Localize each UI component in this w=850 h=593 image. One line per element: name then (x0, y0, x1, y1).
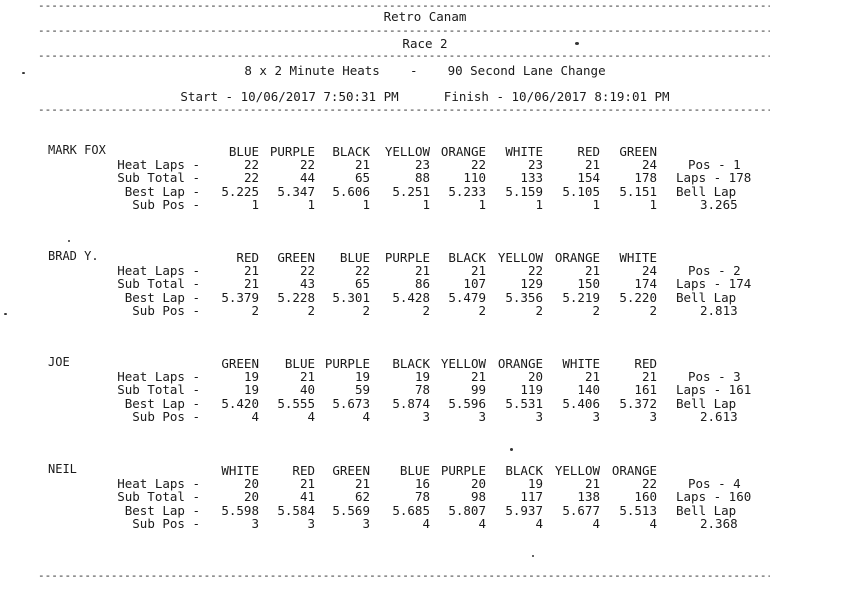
best-lap-value: 5.233 (448, 183, 486, 199)
row-label-sub-pos: Sub Pos - (132, 515, 200, 531)
best-lap-value: 5.584 (277, 502, 315, 518)
sub-total-value: 119 (520, 382, 543, 398)
lane-header: RED (634, 356, 657, 371)
lane-header: PURPLE (384, 250, 430, 265)
row-label-best-lap: Best Lap - (124, 502, 200, 518)
best-lap-value: 5.685 (392, 502, 430, 518)
lane-header: GREEN (332, 463, 370, 478)
sub-total-value: 138 (577, 489, 600, 505)
best-lap-value: 5.673 (332, 395, 370, 411)
racer-name: BRAD Y. (48, 249, 99, 263)
scan-speck (575, 42, 579, 45)
heat-laps-value: 21 (470, 263, 486, 279)
best-lap-value: 5.228 (277, 289, 315, 305)
best-lap-value: 5.379 (221, 289, 259, 305)
heat-laps-value: 21 (299, 369, 315, 385)
heat-laps-value: 21 (414, 263, 430, 279)
sub-total-value: 161 (634, 382, 657, 398)
heat-laps-value: 22 (641, 476, 657, 492)
lane-header: ORANGE (497, 356, 543, 371)
sub-total-value: 178 (634, 170, 657, 186)
sub-pos-value: 1 (251, 196, 259, 212)
sub-total-value: 78 (414, 489, 430, 505)
row-label-sub-total: Sub Total - (117, 170, 200, 186)
sub-pos-value: 2 (535, 302, 543, 318)
sub-total-value: 40 (299, 382, 315, 398)
heat-laps-value: 21 (641, 369, 657, 385)
sub-pos-value: 3 (478, 408, 486, 424)
heat-laps-value: 19 (243, 369, 259, 385)
sub-total-value: 107 (463, 276, 486, 292)
sub-pos-value: 3 (362, 515, 370, 531)
sub-total-value: 20 (243, 489, 259, 505)
sub-pos-value: 1 (422, 196, 430, 212)
row-label-sub-pos: Sub Pos - (132, 196, 200, 212)
lane-header: BLACK (505, 463, 543, 478)
sub-pos-value: 4 (535, 515, 543, 531)
report-title: Retro Canam (383, 9, 467, 24)
sub-total-value: 59 (354, 382, 370, 398)
bell-lap-label: Bell Lap (676, 395, 737, 411)
sub-total-value: 110 (463, 170, 486, 186)
best-lap-value: 5.606 (332, 183, 370, 199)
sub-total-value: 133 (520, 170, 543, 186)
bell-lap-value: 2.613 (700, 408, 738, 424)
best-lap-value: 5.555 (277, 395, 315, 411)
sub-total-value: 22 (243, 170, 259, 186)
heat-laps-value: 21 (584, 476, 600, 492)
sub-total-value: 98 (470, 489, 486, 505)
bell-lap-label: Bell Lap (676, 183, 737, 199)
heat-laps-value: 23 (414, 157, 430, 173)
sub-pos-value: 2 (307, 302, 315, 318)
sub-pos-value: 4 (307, 408, 315, 424)
position-summary: Pos - 1 (688, 157, 741, 173)
best-lap-value: 5.356 (505, 289, 543, 305)
heat-laps-value: 22 (243, 157, 259, 173)
lane-header: ORANGE (554, 250, 600, 265)
best-lap-value: 5.677 (562, 502, 600, 518)
heat-laps-value: 24 (641, 263, 657, 279)
best-lap-value: 5.479 (448, 289, 486, 305)
best-lap-value: 5.347 (277, 183, 315, 199)
divider (38, 50, 770, 62)
laps-summary: Laps - 178 (676, 170, 752, 186)
sub-pos-value: 4 (592, 515, 600, 531)
lane-header: YELLOW (440, 356, 486, 371)
row-label-sub-pos: Sub Pos - (132, 302, 200, 318)
heat-format: 8 x 2 Minute Heats - 90 Second Lane Change (244, 63, 606, 78)
heat-laps-value: 21 (354, 157, 370, 173)
sub-pos-value: 3 (251, 515, 259, 531)
heat-laps-value: 22 (470, 157, 486, 173)
lane-header: WHITE (619, 250, 657, 265)
sub-pos-value: 2 (592, 302, 600, 318)
row-label-sub-total: Sub Total - (117, 276, 200, 292)
sub-total-value: 86 (414, 276, 430, 292)
sub-pos-value: 3 (535, 408, 543, 424)
best-lap-value: 5.219 (562, 289, 600, 305)
lane-header: BLACK (332, 144, 370, 159)
position-summary: Pos - 2 (688, 263, 741, 279)
sub-total-value: 140 (577, 382, 600, 398)
heat-laps-value: 21 (470, 369, 486, 385)
heat-laps-value: 20 (243, 476, 259, 492)
best-lap-value: 5.598 (221, 502, 259, 518)
sub-total-value: 129 (520, 276, 543, 292)
sub-pos-value: 3 (422, 408, 430, 424)
position-summary: Pos - 3 (688, 369, 741, 385)
heat-laps-value: 21 (584, 369, 600, 385)
row-label-heat-laps: Heat Laps - (117, 369, 200, 385)
sub-pos-value: 4 (251, 408, 259, 424)
lane-header: YELLOW (384, 144, 430, 159)
lane-header: BLACK (392, 356, 430, 371)
sub-total-value: 78 (414, 382, 430, 398)
best-lap-value: 5.807 (448, 502, 486, 518)
heat-laps-value: 21 (584, 157, 600, 173)
heat-laps-value: 22 (527, 263, 543, 279)
sub-total-value: 174 (634, 276, 657, 292)
sub-total-value: 19 (243, 382, 259, 398)
best-lap-value: 5.225 (221, 183, 259, 199)
sub-pos-value: 1 (478, 196, 486, 212)
lane-header: RED (292, 463, 315, 478)
divider (38, 104, 770, 116)
lane-header: GREEN (619, 144, 657, 159)
scan-speck (22, 72, 25, 74)
heat-laps-value: 20 (527, 369, 543, 385)
sub-pos-value: 1 (592, 196, 600, 212)
race-times: Start - 10/06/2017 7:50:31 PM Finish - 10/06/2017 8:19:01 PM (180, 89, 670, 104)
lane-header: BLUE (399, 463, 430, 478)
lane-header: RED (577, 144, 600, 159)
lane-header: PURPLE (324, 356, 370, 371)
lane-header: GREEN (277, 250, 315, 265)
best-lap-value: 5.105 (562, 183, 600, 199)
row-label-heat-laps: Heat Laps - (117, 263, 200, 279)
scan-speck (510, 448, 513, 451)
sub-pos-value: 4 (422, 515, 430, 531)
sub-pos-value: 2 (362, 302, 370, 318)
sub-pos-value: 4 (649, 515, 657, 531)
heat-laps-value: 19 (414, 369, 430, 385)
lane-header: WHITE (562, 356, 600, 371)
lane-header: BLUE (339, 250, 370, 265)
sub-pos-value: 1 (649, 196, 657, 212)
best-lap-value: 5.596 (448, 395, 486, 411)
sub-total-value: 160 (634, 489, 657, 505)
sub-total-value: 44 (299, 170, 315, 186)
row-label-sub-total: Sub Total - (117, 382, 200, 398)
sub-total-value: 88 (414, 170, 430, 186)
sub-pos-value: 2 (478, 302, 486, 318)
heat-laps-value: 20 (470, 476, 486, 492)
lane-header: WHITE (221, 463, 259, 478)
row-label-best-lap: Best Lap - (124, 183, 200, 199)
racer-name: MARK FOX (48, 143, 106, 157)
best-lap-value: 5.301 (332, 289, 370, 305)
sub-total-value: 62 (354, 489, 370, 505)
scan-speck (4, 313, 7, 315)
best-lap-value: 5.513 (619, 502, 657, 518)
sub-total-value: 21 (243, 276, 259, 292)
sub-total-value: 99 (470, 382, 486, 398)
heat-laps-value: 22 (299, 157, 315, 173)
sub-total-value: 43 (299, 276, 315, 292)
racer-name: NEIL (48, 462, 77, 476)
laps-summary: Laps - 160 (676, 489, 752, 505)
row-label-heat-laps: Heat Laps - (117, 476, 200, 492)
divider-bottom (38, 570, 770, 582)
best-lap-value: 5.220 (619, 289, 657, 305)
laps-summary: Laps - 161 (676, 382, 752, 398)
heat-laps-value: 23 (527, 157, 543, 173)
lane-header: ORANGE (611, 463, 657, 478)
sub-total-value: 154 (577, 170, 600, 186)
sub-pos-value: 2 (251, 302, 259, 318)
lane-header: ORANGE (440, 144, 486, 159)
heat-laps-value: 19 (527, 476, 543, 492)
race-label: Race 2 (402, 36, 448, 51)
heat-laps-value: 22 (299, 263, 315, 279)
heat-laps-value: 21 (243, 263, 259, 279)
sub-total-value: 65 (354, 276, 370, 292)
position-summary: Pos - 4 (688, 476, 741, 492)
lane-header: WHITE (505, 144, 543, 159)
scan-speck (68, 240, 70, 242)
row-label-heat-laps: Heat Laps - (117, 157, 200, 173)
row-label-best-lap: Best Lap - (124, 395, 200, 411)
best-lap-value: 5.406 (562, 395, 600, 411)
lane-header: BLUE (284, 356, 315, 371)
bell-lap-label: Bell Lap (676, 289, 737, 305)
sub-total-value: 117 (520, 489, 543, 505)
heat-laps-value: 21 (354, 476, 370, 492)
sub-total-value: 41 (299, 489, 315, 505)
sub-pos-value: 3 (649, 408, 657, 424)
sub-total-value: 150 (577, 276, 600, 292)
sub-pos-value: 2 (649, 302, 657, 318)
lane-header: YELLOW (554, 463, 600, 478)
best-lap-value: 5.937 (505, 502, 543, 518)
racer-name: JOE (48, 355, 70, 369)
sub-pos-value: 3 (592, 408, 600, 424)
heat-laps-value: 21 (299, 476, 315, 492)
row-label-sub-total: Sub Total - (117, 489, 200, 505)
sub-pos-value: 1 (362, 196, 370, 212)
lane-header: PURPLE (269, 144, 315, 159)
row-label-sub-pos: Sub Pos - (132, 408, 200, 424)
best-lap-value: 5.372 (619, 395, 657, 411)
lane-header: RED (236, 250, 259, 265)
lane-header: GREEN (221, 356, 259, 371)
scan-speck (532, 555, 534, 557)
best-lap-value: 5.874 (392, 395, 430, 411)
best-lap-value: 5.569 (332, 502, 370, 518)
lane-header: PURPLE (440, 463, 486, 478)
sub-pos-value: 1 (535, 196, 543, 212)
heat-laps-value: 24 (641, 157, 657, 173)
lane-header: BLACK (448, 250, 486, 265)
sub-total-value: 65 (354, 170, 370, 186)
sub-pos-value: 3 (307, 515, 315, 531)
bell-lap-label: Bell Lap (676, 502, 737, 518)
lane-header: BLUE (228, 144, 259, 159)
bell-lap-value: 2.813 (700, 302, 738, 318)
row-label-best-lap: Best Lap - (124, 289, 200, 305)
sub-pos-value: 2 (422, 302, 430, 318)
bell-lap-value: 2.368 (700, 515, 738, 531)
heat-laps-value: 19 (354, 369, 370, 385)
best-lap-value: 5.159 (505, 183, 543, 199)
best-lap-value: 5.151 (619, 183, 657, 199)
best-lap-value: 5.428 (392, 289, 430, 305)
best-lap-value: 5.251 (392, 183, 430, 199)
sub-pos-value: 1 (307, 196, 315, 212)
heat-laps-value: 22 (354, 263, 370, 279)
sub-pos-value: 4 (478, 515, 486, 531)
best-lap-value: 5.420 (221, 395, 259, 411)
lane-header: YELLOW (497, 250, 543, 265)
best-lap-value: 5.531 (505, 395, 543, 411)
sub-pos-value: 4 (362, 408, 370, 424)
heat-laps-value: 21 (584, 263, 600, 279)
bell-lap-value: 3.265 (700, 196, 738, 212)
heat-laps-value: 16 (414, 476, 430, 492)
laps-summary: Laps - 174 (676, 276, 752, 292)
